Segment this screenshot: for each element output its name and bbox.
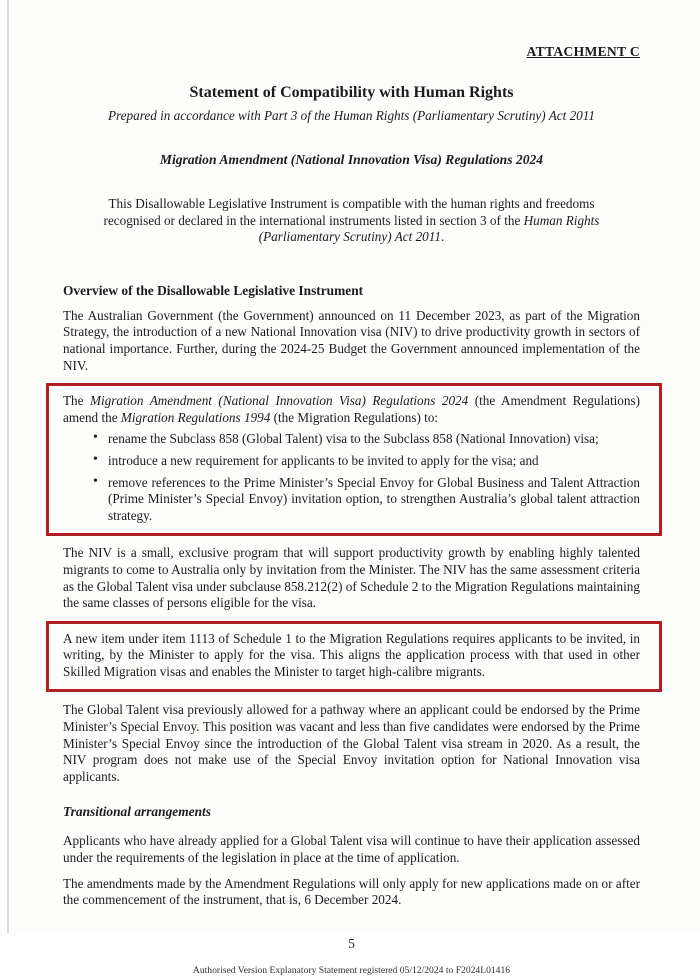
paragraph-niv-program: The NIV is a small, exclusive program that will support productivity growth by enabling highly talented migrants to come to Australia only by invitation from the Minister. The NIV has the same assessment criteria as the Global Talent visa under subclause 858.212(2) of Schedule 2 to the Migration Regulations maintaining the same classes of persons eligible for the visa. <box>63 545 640 611</box>
amendments-intro-mid: (the Amendment Regulations) amend the <box>63 393 640 425</box>
highlight-box-invitation <box>46 621 662 693</box>
invitation-text: A new item under item 1113 of Schedule 1 to the Migration Regulations requires applicants to be invited, in writing, by the Minister to apply for the visa. This aligns the application process with that used in other Skilled Migration visas and enables the Minister to target high-calibre migrants. <box>63 630 640 679</box>
compatibility-statement-text: This Disallowable Legislative Instrument is compatible with the human rights and freedoms recognised or declared in the international instruments listed in section 3 of the <box>103 196 595 228</box>
paragraph-transitional-applied: Applicants who have already applied for a Global Talent visa will continue to have their application assessed under the requirements of the legislation in place at the time of application. <box>63 833 640 866</box>
instrument-title: Migration Amendment (National Innovation Visa) Regulations 2024 <box>159 152 544 167</box>
amendments-intro <box>63 393 640 426</box>
page-number: 5 <box>348 935 355 951</box>
compatibility-statement-act: Human Rights (Parliamentary Scrutiny) Act 2011 <box>258 212 600 245</box>
scan-edge-line <box>7 0 9 933</box>
footer-registration-note: Authorised Version Explanatory Statement registered 05/12/2024 to F2024L01416 <box>192 964 511 976</box>
amendments-intro-post: (the Migration Regulations) to: <box>270 409 439 425</box>
transitional-heading: Transitional arrangements <box>63 804 211 820</box>
compatibility-statement-period: . <box>440 229 445 245</box>
bullet-item-invitation-requirement: • introduce a new requirement for applicants to be invited to apply for the visa; and <box>63 453 640 470</box>
overview-heading: Overview of the Disallowable Legislative Instrument <box>63 282 364 298</box>
highlight-box-amendments <box>46 383 662 536</box>
bullet-item-remove-references: • remove references to the Prime Minister’s Special Envoy for Global Business and Talent Attraction (Prime Minister’s Special Envoy) invitation option, to strengthen Australia’s global talent attraction strategy. <box>63 475 640 525</box>
attachment-label-text: ATTACHMENT C <box>526 44 640 59</box>
paragraph-transitional-commencement: The amendments made by the Amendment Regulations will only apply for new applications made on or after the commencement of the instrument, that is, 6 December 2024. <box>63 875 640 908</box>
compatibility-statement <box>90 196 614 246</box>
amendments-bullet-list <box>63 431 640 524</box>
attachment-label <box>63 44 640 60</box>
page-title: Statement of Compatibility with Human Rights <box>189 84 514 101</box>
paragraph-global-talent: The Global Talent visa previously allowed for a pathway where an applicant could be endorsed by the Prime Minister’s Special Envoy. This position was vacant and less than five candidates were endorsed by the Prime Minister’s Special Envoy since the introduction of the Global Talent visa stream in 2020. As a result, the NIV program does not make use of the Special Envoy invitation option for National Innovation visa applicants. <box>63 702 640 784</box>
amendments-intro-pre: The <box>63 393 90 409</box>
amendments-intro-regulations-2024: Migration Amendment (National Innovation Visa) Regulations 2024 <box>89 393 469 409</box>
doc-subtitle: Prepared in accordance with Part 3 of the Human Rights (Parliamentary Scrutiny) Act 2011 <box>107 108 595 123</box>
bullet-item-rename: • rename the Subclass 858 (Global Talent) visa to the Subclass 858 (National Innovation) visa; <box>63 431 640 448</box>
paragraph-announcement: The Australian Government (the Government) announced on 11 December 2023, as part of the Migration Strategy, the introduction of a new National Innovation visa (NIV) to drive productivity growth in sectors of national importance. Further, during the 2024-25 Budget the Government announced implementation of the NIV. <box>63 307 640 373</box>
amendments-intro-regulations-1994: Migration Regulations 1994 <box>120 409 271 425</box>
